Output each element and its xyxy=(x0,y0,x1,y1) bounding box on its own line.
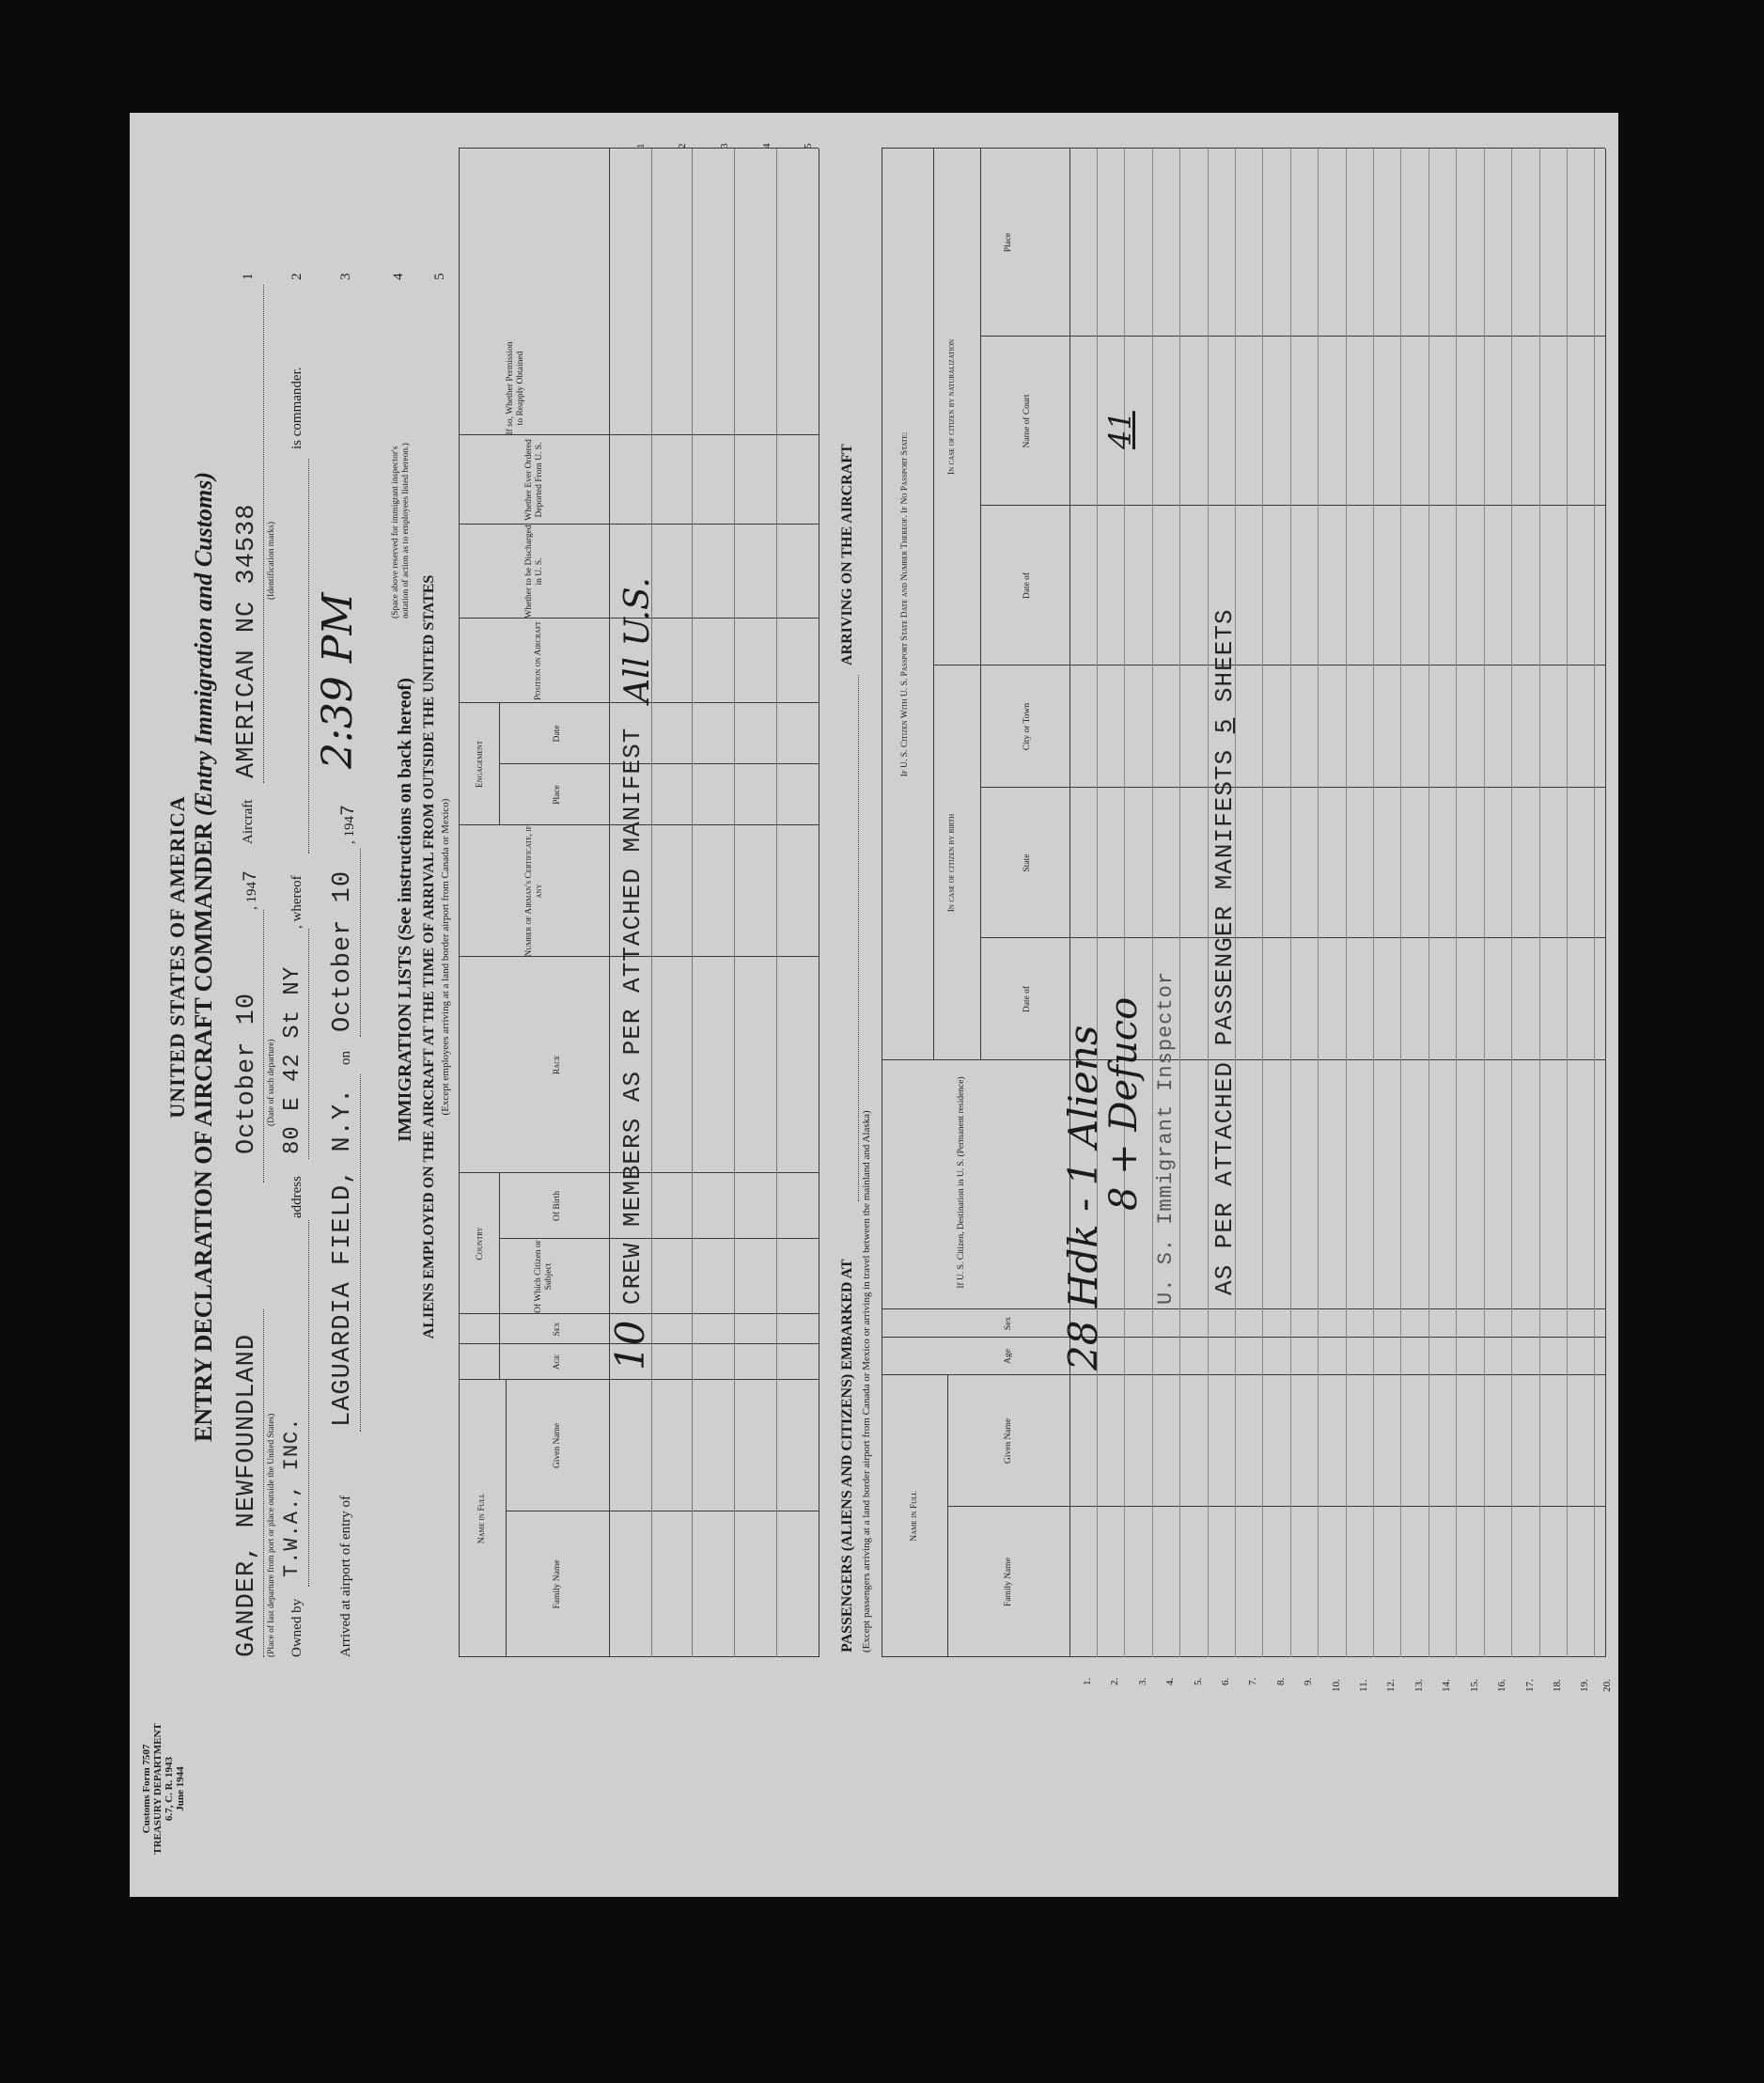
aliens-subtitle: (Except employees arriving at a land border airport from Canada or Mexico) xyxy=(440,798,451,1116)
passengers-row-number-20: 20. xyxy=(1601,1679,1613,1692)
owned-by-label: Owned by xyxy=(289,1598,304,1657)
passengers-row-line-19 xyxy=(1594,149,1595,1657)
arrival-date: October 10 xyxy=(329,869,357,1032)
aliens-row-number-2: 2 xyxy=(677,143,688,149)
line-number-5: 5 xyxy=(432,273,447,280)
passengers-col-passport: If U. S. Citizen With U. S. Passport State Date and Number Thereof. If No Passport State: xyxy=(900,431,910,777)
passenger-handwriting-2: 8 + Defuco xyxy=(1102,996,1146,1211)
passengers-row-line-15 xyxy=(1484,149,1485,1657)
line-number-3: 3 xyxy=(338,273,353,280)
scanned-form-page xyxy=(130,113,1618,1897)
passengers-col-family-name: Family Name xyxy=(1004,1558,1013,1606)
arrival-year-prefix: , 194 xyxy=(342,816,357,844)
line-number-2: 2 xyxy=(289,273,304,280)
departure-date-caption: (Date of such departure) xyxy=(267,1039,276,1126)
aircraft-marks-line xyxy=(263,285,264,783)
departure-year-prefix: , 194 xyxy=(244,882,259,910)
line-number-4: 4 xyxy=(391,273,406,280)
form-department: TREASURY DEPARTMENT xyxy=(152,1723,164,1855)
commander-label: is commander. xyxy=(289,367,304,449)
arrived-label: Arrived at airport of entry of xyxy=(338,1495,353,1657)
aliens-vline-9 xyxy=(499,763,819,764)
passengers-arriving: ARRIVING ON THE AIRCRAFT xyxy=(839,444,855,666)
aliens-title: ALIENS EMPLOYED ON THE AIRCRAFT AT THE TIME OF ARRIVAL FROM OUTSIDE THE UNITED STATES xyxy=(421,574,437,1339)
passengers-row-line-5 xyxy=(1208,149,1209,1657)
passengers-row-number-12: 12. xyxy=(1385,1679,1397,1692)
aliens-col-citizen-of: Of Which Citizen or Subject xyxy=(534,1240,554,1313)
departure-place-line xyxy=(263,1309,264,1657)
passengers-col-destination: If U. S. Citizen, Destination in U. S. (Permanent residence) xyxy=(957,1076,966,1289)
whereof-label: , whereof xyxy=(289,875,304,929)
aliens-col-airman-cert: Number of Airman's Certificate, if any xyxy=(524,825,544,957)
aliens-vline-0 xyxy=(459,1656,819,1657)
passengers-subtitle: (Except passengers arriving at a land border airport from Canada or Mexico or arriving in travel between the mainland and Alaska) xyxy=(861,1110,872,1652)
aliens-col-name-in-full: Name in Full xyxy=(477,1493,487,1544)
main-title-text: ENTRY DECLARATION OF AIRCRAFT COMMANDER xyxy=(190,822,217,1442)
passengers-row-line-4 xyxy=(1179,149,1180,1657)
passengers-row-number-15: 15. xyxy=(1469,1679,1480,1692)
passengers-table-bottom xyxy=(1605,149,1606,1657)
passengers-row-line-17 xyxy=(1539,149,1540,1657)
passengers-vline-2 xyxy=(882,1374,1605,1375)
passengers-row-number-1: 1. xyxy=(1082,1677,1093,1685)
crew-count: 10 xyxy=(607,1320,653,1370)
passenger-handwriting-1: 28 Hdk - 1 Aliens xyxy=(1060,1025,1106,1370)
aliens-vline-4 xyxy=(459,1313,819,1314)
owner-line xyxy=(308,1220,309,1587)
aliens-col-discharged: Whether to be Discharged in U. S. xyxy=(524,525,544,619)
passengers-col-age: Age xyxy=(1004,1349,1013,1364)
passengers-row-number-14: 14. xyxy=(1441,1679,1452,1692)
manifest-count: 5 xyxy=(1210,717,1239,734)
arrival-airport: LAGUARDIA FIELD, N.Y. xyxy=(329,1087,357,1427)
embarked-at-line xyxy=(858,675,859,1201)
passengers-col-place: Place xyxy=(1004,232,1013,253)
aliens-vline-2 xyxy=(459,1379,819,1380)
arrival-airport-line xyxy=(360,1074,361,1432)
aliens-col-of-birth: Of Birth xyxy=(553,1191,562,1221)
passengers-row-line-13 xyxy=(1428,149,1429,1657)
passengers-vline-3 xyxy=(882,1337,1605,1338)
passengers-row-line-18 xyxy=(1567,149,1568,1657)
passengers-row-line-2 xyxy=(1124,149,1125,1657)
passengers-col-sex: Sex xyxy=(1004,1316,1013,1331)
passengers-passport-divider xyxy=(933,149,934,1060)
passengers-row-line-9 xyxy=(1318,149,1319,1657)
passengers-row-line-16 xyxy=(1511,149,1512,1657)
aliens-row-line-1 xyxy=(651,149,652,1657)
passengers-row-line-3 xyxy=(1152,149,1153,1657)
immigration-title: IMMIGRATION LISTS (See instructions on back hereof) xyxy=(395,678,415,1142)
address-label: address xyxy=(289,1176,304,1218)
country-title: UNITED STATES OF AMERICA xyxy=(165,795,189,1119)
passengers-vline-5 xyxy=(882,1059,1605,1060)
passengers-vline-1 xyxy=(947,1506,1605,1507)
passenger-manifest-entry xyxy=(1210,608,1239,1295)
departure-date: October 10 xyxy=(233,992,261,1154)
passengers-row-number-13: 13. xyxy=(1413,1679,1425,1692)
margin-mark: 41 xyxy=(1102,411,1138,449)
aliens-engagement-divider xyxy=(499,703,500,825)
aliens-table-bottom xyxy=(819,149,820,1657)
passengers-row-number-10: 10. xyxy=(1331,1679,1342,1692)
form-id-block xyxy=(141,1718,186,1859)
aliens-handwritten-notes: All U.S. xyxy=(618,577,657,703)
arrival-year-suffix: 7 xyxy=(338,803,360,816)
passengers-row-line-10 xyxy=(1346,149,1347,1657)
aliens-row-number-1: 1 xyxy=(635,143,647,149)
manifest-suffix: SHEETS xyxy=(1210,608,1239,703)
form-date: June 1944 xyxy=(175,1766,186,1811)
passengers-name-divider xyxy=(947,1375,948,1657)
passengers-row-line-7 xyxy=(1262,149,1263,1657)
passengers-row-number-5: 5. xyxy=(1193,1677,1204,1685)
aliens-col-given-name: Given Name xyxy=(553,1422,562,1469)
reserved-note-line-1: (Space above reserved for immigrant inspector's xyxy=(391,446,400,619)
aliens-col-family-name: Family Name xyxy=(553,1559,562,1609)
aircraft-label: Aircraft xyxy=(241,799,256,844)
aliens-col-deported: Whether Ever Ordered Deported From U. S. xyxy=(524,439,544,521)
main-title xyxy=(190,346,218,1568)
aliens-name-divider xyxy=(506,1380,507,1657)
aliens-row-number-4: 4 xyxy=(761,143,773,149)
passengers-col-city: City or Town xyxy=(1022,702,1032,751)
aliens-row-line-2 xyxy=(692,149,693,1657)
passengers-vline-4 xyxy=(882,1308,1605,1309)
departure-date-line xyxy=(263,910,264,1182)
aliens-row-line-3 xyxy=(734,149,735,1657)
aircraft-marks: AMERICAN NC 34538 xyxy=(233,503,261,778)
passengers-vline-0 xyxy=(882,1656,1605,1657)
passengers-col-date-of: Date of xyxy=(1022,985,1032,1013)
passengers-row-line-11 xyxy=(1373,149,1374,1657)
owner: T.W.A., INC. xyxy=(280,1417,304,1577)
reserved-note xyxy=(391,443,412,619)
passengers-row-number-7: 7. xyxy=(1247,1677,1258,1685)
passengers-col-court: Name of Court xyxy=(1022,394,1032,448)
passengers-title: PASSENGERS (ALIENS AND CITIZENS) EMBARKED AT xyxy=(839,1259,855,1652)
arrival-time: 2:39 PM xyxy=(314,592,362,769)
aliens-col-position: Position on Aircraft xyxy=(534,620,543,701)
address: 80 E 42 St NY xyxy=(280,965,305,1154)
passengers-vline-8 xyxy=(933,665,1605,666)
passengers-row-number-11: 11. xyxy=(1358,1679,1369,1692)
line-number-1: 1 xyxy=(241,273,256,280)
passengers-row-number-16: 16. xyxy=(1496,1679,1507,1692)
departure-year-suffix: 7 xyxy=(241,869,262,882)
aliens-col-country: Country xyxy=(476,1227,485,1261)
aliens-col-engagement-date: Date xyxy=(553,725,562,743)
passengers-row-line-1 xyxy=(1097,149,1098,1657)
arrival-date-line xyxy=(360,849,361,1037)
passengers-row-number-17: 17. xyxy=(1524,1679,1536,1692)
passengers-col-state: State xyxy=(1022,854,1032,872)
passengers-table-header-bottom xyxy=(1069,149,1070,1657)
passengers-col-citizen-naturalization: In case of citizen by naturalization xyxy=(947,338,957,476)
aliens-row-line-4 xyxy=(776,149,777,1657)
aliens-col-permission: If so, Whether Permission to Reapply Obtained xyxy=(506,341,525,435)
passengers-col-name-in-full: Name in Full xyxy=(910,1491,919,1542)
aircraft-marks-caption: (Identification marks) xyxy=(267,521,276,600)
passengers-row-line-8 xyxy=(1290,149,1291,1657)
passengers-vline-11 xyxy=(882,148,1605,149)
passengers-citizen-divider xyxy=(980,149,981,1060)
aliens-col-engagement-place: Place xyxy=(553,785,562,805)
immigrant-inspector-stamp: U. S. Immigrant Inspector xyxy=(1154,970,1178,1305)
commander-name-line xyxy=(308,459,309,854)
passengers-col-given-name: Given Name xyxy=(1004,1417,1013,1464)
reserved-note-line-2: notation of action as to employees listed hereon.) xyxy=(401,443,411,619)
passengers-col-citizen-birth: In case of citizen by birth xyxy=(947,813,957,913)
passengers-col-date-of-2: Date of xyxy=(1022,572,1032,600)
aliens-col-age: Age xyxy=(553,1354,562,1370)
aliens-table-header-bottom xyxy=(609,149,610,1657)
passengers-row-number-18: 18. xyxy=(1552,1679,1563,1692)
crew-entry: CREW MEMBERS AS PER ATTACHED MANIFEST xyxy=(618,727,647,1305)
passengers-row-number-3: 3. xyxy=(1137,1677,1148,1685)
aliens-country-divider xyxy=(499,1173,500,1380)
entry-declaration-form xyxy=(130,113,1618,1897)
passengers-row-line-14 xyxy=(1456,149,1457,1657)
passengers-row-number-9: 9. xyxy=(1303,1677,1314,1685)
passengers-row-number-6: 6. xyxy=(1220,1677,1231,1685)
departure-place-caption: (Place of last departure from port or place outside the United States) xyxy=(267,1413,276,1657)
aliens-col-sex: Sex xyxy=(553,1322,562,1337)
form-cfr: 6.7, C. R. 1943 xyxy=(164,1756,175,1822)
on-label: on xyxy=(338,1051,353,1065)
passengers-row-number-8: 8. xyxy=(1275,1677,1287,1685)
aliens-table-top xyxy=(459,149,460,1657)
departure-place: GANDER, NEWFOUNDLAND xyxy=(233,1333,261,1657)
aliens-row-number-5: 5 xyxy=(803,143,814,149)
passengers-row-line-12 xyxy=(1400,149,1401,1657)
address-line xyxy=(308,929,309,1159)
aliens-vline-12 xyxy=(459,524,819,525)
passengers-row-number-4: 4. xyxy=(1164,1677,1176,1685)
passengers-row-number-19: 19. xyxy=(1579,1679,1590,1692)
passengers-row-number-2: 2. xyxy=(1109,1677,1120,1685)
aliens-col-race: Race xyxy=(553,1055,562,1075)
arrival-year xyxy=(338,804,360,844)
manifest-prefix: AS PER ATTACHED PASSENGER MANIFESTS xyxy=(1210,748,1239,1295)
departure-year xyxy=(241,869,262,910)
form-number: Customs Form 7507 xyxy=(141,1744,152,1834)
aliens-row-number-3: 3 xyxy=(719,143,730,149)
aliens-col-engagement: Engagement xyxy=(476,740,485,789)
main-title-italic: (Entry Immigration and Customs) xyxy=(190,472,217,817)
